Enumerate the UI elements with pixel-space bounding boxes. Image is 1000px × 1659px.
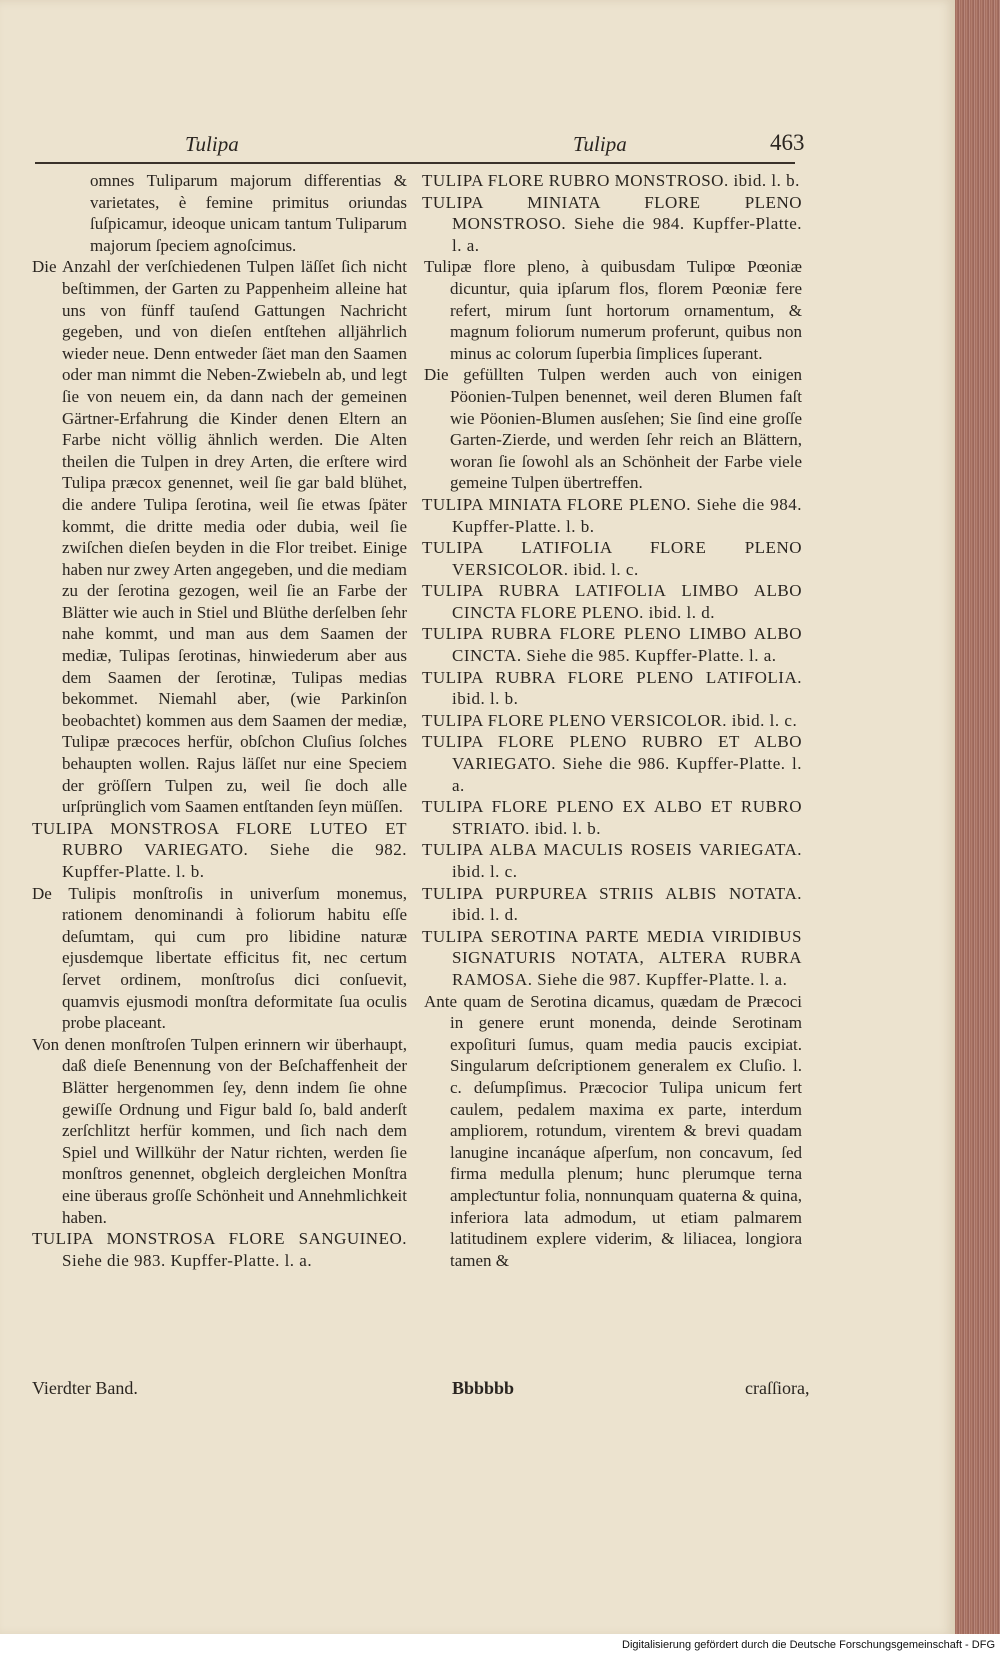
- lemma-entry: TULIPA ALBA MACULIS ROSEIS VARIEGATA. ibid. l. c.: [422, 840, 802, 881]
- german-paragraph: Von denen monſtroſen Tulpen erinnern wir überhaupt, daß dieſe Benennung von der Beſchaffenheit der Blätter hergenommen ſey, denn indem ſie ohne gewiſſe Ordnung und Figur bald ſo, bald anderſt zerſchlitzt herfür kommen, und ſich nach dem Spiel und Willkühr der Natur richten, werden ſie monſtros genennet, obgleich dergleichen Monſtra eine überaus groſſe Schönheit und Annehmlichkeit haben.: [32, 1034, 407, 1227]
- latin-paragraph: Ante quam de Serotina dicamus, quædam de Præcoci in genere erunt monenda, deinde Serotinam expoſituri ſumus, quam media paucis excipiat. Singularum deſcriptionem generalem ex Cluſio. l. c. deſumpſimus. Præcocior Tulipa unicum fert caulem, pedalem maxima ex parte, interdum ampliorem, rotundum, virentem & brevi quadam lanugine incanáque aſperſum, non concavum, ſed firma medulla plenum; hunc plerumque terna ampleƈtuntur folia, nonnunquam quaterna & quina, inferiora lata admodum, ut etiam palmarem latitudinem explere viderim, & liliacea, longiora tamen &: [424, 991, 802, 1270]
- german-paragraph: Die gefüllten Tulpen werden auch von einigen Pöonien-Tulpen benennet, weil deren Blumen faſt wie Pöonien-Blumen ausſehen; Sie ſind eine groſſe Garten-Zierde, und werden ſehr reich an Blättern, woran ſie ſowohl als an Schönheit der Farbe viele gemeine Tulpen übertreffen.: [424, 365, 802, 493]
- latin-paragraph: Tulipæ flore pleno, à quibusdam Tulipœ Pœoniæ dicuntur, quia ipſarum flos, florem Pœoniæ fere refert, mirum ſunt hortorum ornamentum, & magnum foliorum numerum proferunt, quibus non minus ac colorum ſuperbia ſimplices ſuperant.: [424, 257, 802, 363]
- lemma-entry: TULIPA MINIATA FLORE PLENO. Siehe die 984. Kupffer-Platte. l. b.: [422, 494, 802, 536]
- lemma-entry: TULIPA FLORE PLENO VERSICOLOR. ibid. l. c.: [422, 710, 798, 730]
- printer-signature: Bbbbbb: [452, 1378, 515, 1398]
- latin-paragraph: omnes Tuliparum majorum differentias & varietates, è femine primitus oriundas ſuſpicamur, ideoque unicam tantum Tuliparum majorum ſpeciem agnoſcimus.: [90, 171, 407, 255]
- digitization-credit: Digitalisierung gefördert durch die Deutsche Forschungsgemeinschaft - DFG: [622, 1639, 995, 1651]
- lemma-entry: TULIPA SEROTINA PARTE MEDIA VIRIDIBUS SIGNATURIS NOTATA, ALTERA RUBRA RAMOSA. Siehe die 987. Kupffer-Platte. l. a.: [422, 926, 802, 989]
- right-text-column: [422, 170, 802, 1271]
- lemma-entry: TULIPA FLORE PLENO RUBRO ET ALBO VARIEGATO. Siehe die 986. Kupffer-Platte. l. a.: [422, 732, 802, 795]
- header-rule: [35, 162, 795, 164]
- running-header: [0, 128, 955, 158]
- lemma-entry: TULIPA RUBRA FLORE PLENO LIMBO ALBO CINCTA. Siehe die 985. Kupffer-Platte. l. a.: [422, 624, 802, 666]
- lemma-entry: TULIPA MONSTROSA FLORE LUTEO ET RUBRO VARIEGATO. Siehe die 982. Kupffer-Platte. l. b.: [32, 818, 407, 881]
- latin-paragraph: De Tulipis monſtroſis in univerſum monemus, rationem denominandi à foliorum habitu eſſe deſumtam, qui cum pro libidine naturæ ejusdemque libertate efficitus fit, nec certum ſervet ordinem, monſtroſus dici conſuevit, quamvis ejusmodi monſtra deformitate ſua oculis probe placeant.: [32, 883, 407, 1033]
- german-paragraph: Die Anzahl der verſchiedenen Tulpen läſſet ſich nicht beſtimmen, der Garten zu Pappenheim alleine hat uns von fünff tauſend Gattungen Nachricht gegeben, und von dieſen entſtehen alljährlich wieder neue. Denn entweder ſäet man den Saamen oder man nimmt die Neben-Zwiebeln ab, und legt ſie von neuem ein, da dann nach der gemeinen Gärtner-Erfahrung die Kinder denen Eltern an Farbe nicht völlig ähnlich werden. Die Alten theilen die Tulpen in drey Arten, die erſtere wird Tulipa præcox genennet, weil ſie gar bald blühet, die andere Tulipa ſerotina, weil ſie etwas ſpäter kommt, die dritte media oder dubia, weil ſie zwiſchen dieſen beyden in die Flor treibet. Einige haben nur zwey Arten angegeben, und die mediam zu der ſerotina gezogen, weil ſie an Farbe der Blätter wie auch in Stiel und Blüthe derſelben ſehr nahe kommt, und man aus dem Saamen der mediæ, Tulipas ſerotinas, hinwiederum aber aus dem Saamen der ſerotinæ, Tulipas medias bekommet. Niemahl aber, (wie Parkinſon beobachtet) kommen aus dem Saamen der mediæ, Tulipæ præcoces herfür, obſchon Cluſius ſolches behaupten wollen. Rajus läſſet nur eine Speciem der gröſſern Tulpen zu, weil ſie doch alle urſprünglich vom Saamen entſtanden ſeyn müſſen.: [32, 257, 407, 817]
- lemma-entry: TULIPA MONSTROSA FLORE SANGUINEO. Siehe die 983. Kupffer-Platte. l. a.: [32, 1229, 407, 1270]
- left-text-column: [32, 170, 407, 1271]
- page-footer: [0, 1378, 955, 1402]
- page-number: 463: [770, 130, 805, 155]
- lemma-entry: TULIPA PURPUREA STRIIS ALBIS NOTATA. ibid. l. d.: [422, 883, 802, 925]
- lemma-entry: TULIPA RUBRA FLORE PLENO LATIFOLIA. ibid. l. b.: [422, 667, 802, 709]
- lemma-entry: TULIPA FLORE RUBRO MONSTROSO. ibid. l. b.: [422, 171, 800, 190]
- running-title-left: Tulipa: [185, 132, 239, 156]
- lemma-entry: TULIPA LATIFOLIA FLORE PLENO VERSICOLOR. ibid. l. c.: [422, 538, 802, 579]
- lemma-entry: TULIPA RUBRA LATIFOLIA LIMBO ALBO CINCTA FLORE PLENO. ibid. l. d.: [422, 581, 802, 622]
- running-title-center: Tulipa: [573, 132, 627, 156]
- catchword: craſſiora,: [745, 1378, 810, 1398]
- volume-label: Vierdter Band.: [32, 1378, 138, 1398]
- lemma-entry: TULIPA MINIATA FLORE PLENO MONSTROSO. Siehe die 984. Kupffer-Platte. l. a.: [422, 192, 802, 255]
- lemma-entry: TULIPA FLORE PLENO EX ALBO ET RUBRO STRIATO. ibid. l. b.: [422, 797, 802, 838]
- book-page-edges: [955, 0, 1000, 1636]
